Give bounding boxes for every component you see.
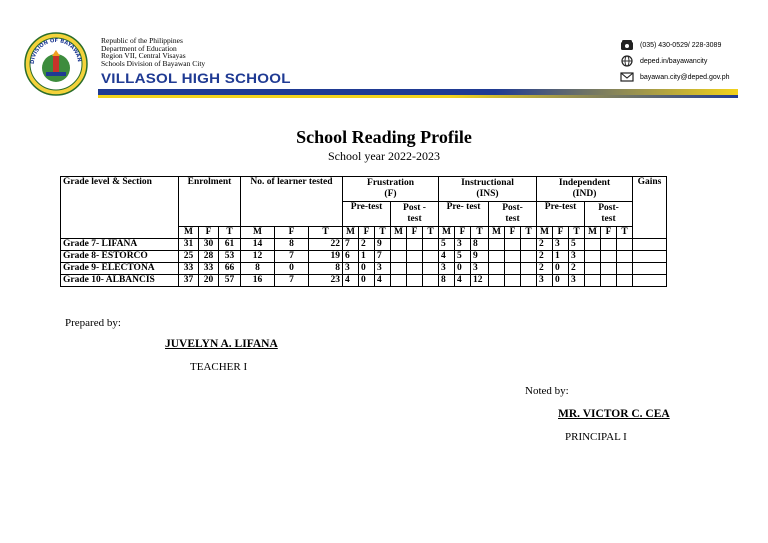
cell-enr: 33 <box>199 263 219 275</box>
cell-enr: 66 <box>219 263 241 275</box>
cell-frus-pre: 6 <box>343 251 359 263</box>
cell-tested: 8 <box>275 239 309 251</box>
cell-tested: 8 <box>309 263 343 275</box>
cell-ins-pre: 5 <box>455 251 471 263</box>
header-frustration-code: (F) <box>384 189 397 199</box>
header-independent <box>537 177 633 202</box>
cell-frus-pre: 2 <box>359 239 375 251</box>
cell-frus-post <box>407 263 423 275</box>
globe-icon <box>620 55 634 67</box>
letterhead-line: Department of Education <box>101 43 177 53</box>
contact-phone-row <box>620 37 729 53</box>
contact-web-row <box>620 53 729 69</box>
cell-frus-post <box>423 275 439 287</box>
cell-ind-post <box>585 239 601 251</box>
header-instructional-posttest <box>489 202 537 227</box>
mft-t: T <box>375 227 391 239</box>
cell-frus-pre: 0 <box>359 275 375 287</box>
cell-ins-post <box>489 239 505 251</box>
cell-ins-post <box>521 239 537 251</box>
mft-f: F <box>455 227 471 239</box>
header-learners-tested: No. of learner tested <box>241 177 343 227</box>
cell-ind-post <box>617 263 633 275</box>
cell-ind-pre: 1 <box>553 251 569 263</box>
row-section: Grade 10- ALBANCIS <box>61 275 179 287</box>
phone-icon <box>620 39 634 51</box>
table-row <box>61 275 667 287</box>
cell-tested: 7 <box>275 275 309 287</box>
cell-enr: 30 <box>199 239 219 251</box>
cell-enr: 61 <box>219 239 241 251</box>
header-frustration <box>343 177 439 202</box>
cell-ind-pre: 0 <box>553 263 569 275</box>
table-row <box>61 239 667 251</box>
cell-enr: 28 <box>199 251 219 263</box>
cell-tested: 8 <box>241 263 275 275</box>
cell-ins-pre: 12 <box>471 275 489 287</box>
cell-ind-post <box>585 263 601 275</box>
cell-ins-post <box>521 275 537 287</box>
cell-ins-pre: 8 <box>471 239 489 251</box>
cell-tested: 12 <box>241 251 275 263</box>
mft-t: T <box>471 227 489 239</box>
cell-frus-pre: 0 <box>359 263 375 275</box>
header-instructional-label: Instructional <box>461 178 514 188</box>
cell-ins-pre: 8 <box>439 275 455 287</box>
cell-ins-post <box>489 251 505 263</box>
cell-ind-pre: 2 <box>537 251 553 263</box>
header-posttest-line2: test <box>601 214 616 224</box>
cell-gains <box>633 251 667 263</box>
cell-gains <box>633 275 667 287</box>
cell-ind-post <box>617 275 633 287</box>
mft-f: F <box>359 227 375 239</box>
row-section: Grade 9- ELECTONA <box>61 263 179 275</box>
header-gains: Gains <box>633 177 667 239</box>
letterhead-line: Republic of the Philippines <box>101 36 183 45</box>
contact-phone: (035) 430-0529/ 228-3089 <box>640 41 722 49</box>
header-independent-pretest: Pre-test <box>537 202 585 227</box>
header-independent-code: (IND) <box>572 189 597 199</box>
noter-name: MR. VICTOR C. CEA <box>558 408 670 420</box>
cell-ins-pre: 4 <box>439 251 455 263</box>
cell-ins-post <box>505 239 521 251</box>
mft-t: T <box>569 227 585 239</box>
school-name: VILLASOL HIGH SCHOOL <box>101 70 291 86</box>
cell-frus-pre: 7 <box>343 239 359 251</box>
cell-enr: 31 <box>179 239 199 251</box>
mft-m: M <box>489 227 505 239</box>
cell-frus-pre: 3 <box>375 263 391 275</box>
header-independent-posttest <box>585 202 633 227</box>
mft-f: F <box>275 227 309 239</box>
letterhead-lines <box>101 37 205 67</box>
letterhead-line: Schools Division of Bayawan City <box>101 58 206 68</box>
header-enrolment: Enrolment <box>179 177 241 227</box>
mft-m: M <box>439 227 455 239</box>
cell-tested: 7 <box>275 251 309 263</box>
cell-gains <box>633 239 667 251</box>
cell-ind-post <box>601 251 617 263</box>
cell-ins-post <box>489 263 505 275</box>
header-grade-section: Grade level & Section <box>61 177 179 239</box>
cell-ins-post <box>505 251 521 263</box>
mft-m: M <box>241 227 275 239</box>
header-posttest-line1: Post- <box>598 203 619 213</box>
cell-tested: 23 <box>309 275 343 287</box>
cell-frus-post <box>423 239 439 251</box>
cell-ins-pre: 5 <box>439 239 455 251</box>
reading-profile-table <box>60 176 667 287</box>
cell-ind-post <box>601 275 617 287</box>
cell-ins-pre: 9 <box>471 251 489 263</box>
header-frustration-pretest: Pre-test <box>343 202 391 227</box>
mft-m: M <box>537 227 553 239</box>
header-frustration-label: Frustration <box>367 178 414 188</box>
cell-ins-post <box>505 263 521 275</box>
cell-ind-post <box>617 251 633 263</box>
mft-t: T <box>521 227 537 239</box>
cell-ind-pre: 3 <box>553 239 569 251</box>
cell-ind-pre: 5 <box>569 239 585 251</box>
row-section: Grade 8- ESTORCO <box>61 251 179 263</box>
cell-ins-post <box>489 275 505 287</box>
cell-enr: 25 <box>179 251 199 263</box>
mft-m: M <box>179 227 199 239</box>
header-instructional <box>439 177 537 202</box>
mft-m: M <box>391 227 407 239</box>
cell-ind-pre: 3 <box>569 251 585 263</box>
header-posttest-line2: test <box>407 214 422 224</box>
cell-ind-pre: 2 <box>537 263 553 275</box>
school-year: School year 2022-2023 <box>328 149 440 163</box>
cell-frus-pre: 4 <box>375 275 391 287</box>
cell-frus-pre: 7 <box>375 251 391 263</box>
cell-frus-post <box>391 263 407 275</box>
cell-ind-pre: 2 <box>569 263 585 275</box>
mft-t: T <box>219 227 241 239</box>
noter-position: PRINCIPAL I <box>565 431 627 443</box>
cell-ins-pre: 0 <box>455 263 471 275</box>
cell-frus-post <box>407 251 423 263</box>
cell-tested: 16 <box>241 275 275 287</box>
cell-tested: 22 <box>309 239 343 251</box>
letterhead-band-accent <box>98 95 738 98</box>
table-row <box>61 251 667 263</box>
header-independent-label: Independent <box>558 178 611 188</box>
contact-block <box>620 37 729 85</box>
header-posttest-line1: Post- <box>502 203 523 213</box>
cell-ind-post <box>585 251 601 263</box>
row-section: Grade 7- LIFANA <box>61 239 179 251</box>
cell-frus-pre: 4 <box>343 275 359 287</box>
mft-f: F <box>505 227 521 239</box>
cell-frus-post <box>391 275 407 287</box>
cell-ind-post <box>585 275 601 287</box>
cell-ind-pre: 3 <box>569 275 585 287</box>
cell-frus-post <box>407 239 423 251</box>
prepared-by-label: Prepared by: <box>65 317 121 329</box>
letterhead-line: Region VII, Central Visayas <box>101 51 186 61</box>
cell-gains <box>633 263 667 275</box>
cell-enr: 37 <box>179 275 199 287</box>
page-title: School Reading Profile <box>296 127 472 147</box>
seal-text: DIVISION OF BAYAWAN <box>29 37 82 65</box>
cell-ind-pre: 2 <box>537 239 553 251</box>
cell-frus-post <box>423 263 439 275</box>
cell-frus-pre: 9 <box>375 239 391 251</box>
cell-frus-post <box>391 239 407 251</box>
noted-by-label: Noted by: <box>525 385 569 397</box>
header-posttest-line1: Post - <box>403 203 426 213</box>
mft-t: T <box>423 227 439 239</box>
contact-email-row <box>620 69 729 85</box>
preparer-name: JUVELYN A. LIFANA <box>165 338 278 350</box>
cell-ins-pre: 3 <box>439 263 455 275</box>
cell-ind-post <box>601 239 617 251</box>
cell-frus-post <box>391 251 407 263</box>
header-instructional-code: (INS) <box>476 189 499 199</box>
cell-frus-pre: 1 <box>359 251 375 263</box>
cell-tested: 19 <box>309 251 343 263</box>
cell-ins-pre: 3 <box>471 263 489 275</box>
table-body <box>61 239 667 287</box>
cell-ins-post <box>505 275 521 287</box>
header-instructional-pretest: Pre- test <box>439 202 489 227</box>
division-seal-logo <box>24 32 88 96</box>
contact-email: bayawan.city@deped.gov.ph <box>640 73 730 81</box>
header-posttest-line2: test <box>505 214 520 224</box>
cell-tested: 14 <box>241 239 275 251</box>
mft-f: F <box>601 227 617 239</box>
mft-t: T <box>617 227 633 239</box>
cell-enr: 57 <box>219 275 241 287</box>
cell-ins-pre: 4 <box>455 275 471 287</box>
cell-frus-pre: 3 <box>343 263 359 275</box>
contact-web: deped.in/bayawancity <box>640 57 708 65</box>
mft-f: F <box>199 227 219 239</box>
cell-frus-post <box>423 251 439 263</box>
cell-frus-post <box>407 275 423 287</box>
mft-f: F <box>553 227 569 239</box>
cell-ind-pre: 0 <box>553 275 569 287</box>
mft-t: T <box>309 227 343 239</box>
cell-enr: 53 <box>219 251 241 263</box>
envelope-icon <box>620 71 634 83</box>
table-row <box>61 263 667 275</box>
cell-ins-pre: 3 <box>455 239 471 251</box>
cell-enr: 20 <box>199 275 219 287</box>
header-frustration-posttest <box>391 202 439 227</box>
cell-ind-post <box>601 263 617 275</box>
cell-tested: 0 <box>275 263 309 275</box>
cell-enr: 33 <box>179 263 199 275</box>
cell-ins-post <box>521 263 537 275</box>
preparer-position: TEACHER I <box>190 361 248 373</box>
table-header-row <box>61 177 667 202</box>
mft-m: M <box>343 227 359 239</box>
mft-f: F <box>407 227 423 239</box>
cell-ind-pre: 3 <box>537 275 553 287</box>
mft-m: M <box>585 227 601 239</box>
cell-ins-post <box>521 251 537 263</box>
cell-ind-post <box>617 239 633 251</box>
